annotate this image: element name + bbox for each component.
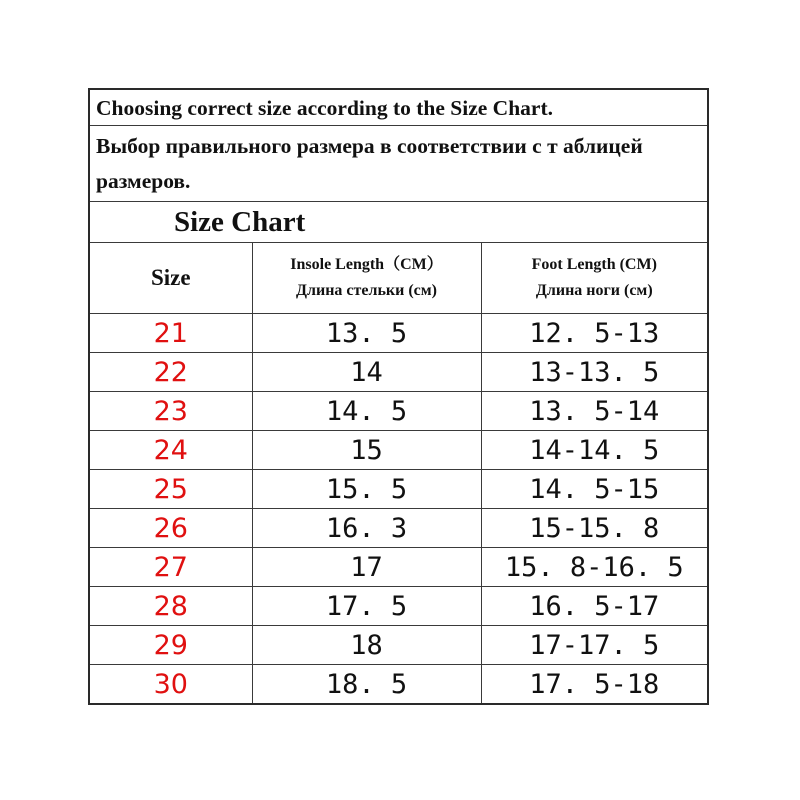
- insole-cell: 17: [252, 548, 481, 587]
- foot-cell: 16. 5-17: [481, 587, 707, 626]
- foot-cell: 17-17. 5: [481, 626, 707, 665]
- intro-english: Choosing correct size according to the Size Chart.: [90, 90, 707, 126]
- size-cell: 30: [90, 665, 252, 704]
- size-cell: 26: [90, 509, 252, 548]
- insole-cell: 15: [252, 431, 481, 470]
- size-rows: [90, 314, 707, 704]
- foot-cell: 14. 5-15: [481, 470, 707, 509]
- table-row: [90, 665, 707, 704]
- table-row: [90, 626, 707, 665]
- foot-cell: 17. 5-18: [529, 668, 660, 700]
- foot-cell: 13. 5-14: [481, 392, 707, 431]
- insole-column-header: [252, 243, 481, 314]
- size-cell: 24: [90, 431, 252, 470]
- size-column-header: Size: [90, 243, 252, 314]
- insole-cell: 18: [252, 626, 481, 665]
- intro-russian: Выбор правильного размера в соответствии с т аблицей размеров.: [90, 126, 707, 202]
- table-row: [90, 587, 707, 626]
- table-row: [90, 314, 707, 353]
- size-cell: 27: [90, 548, 252, 587]
- size-cell: 29: [90, 626, 252, 665]
- insole-header-russian: Длина стельки (см): [295, 282, 437, 299]
- foot-column-header: [481, 243, 707, 314]
- size-chart: [88, 88, 709, 705]
- insole-cell: 14. 5: [252, 392, 481, 431]
- insole-cell: 18. 5: [252, 665, 481, 704]
- table-row: [90, 431, 707, 470]
- foot-header-english: Foot Length (CM): [531, 256, 657, 273]
- foot-cell: 12. 5-13: [481, 314, 707, 353]
- foot-cell: 15-15. 8: [481, 509, 707, 548]
- size-cell: 28: [90, 587, 252, 626]
- size-table: [90, 243, 707, 703]
- insole-cell: 15. 5: [252, 470, 481, 509]
- table-header-row: [90, 243, 707, 314]
- table-row: [90, 470, 707, 509]
- size-cell: 23: [90, 392, 252, 431]
- foot-header-russian: Длина ноги (см): [535, 282, 653, 299]
- size-cell: 22: [90, 353, 252, 392]
- insole-cell: 17. 5: [252, 587, 481, 626]
- insole-cell: 16. 3: [252, 509, 481, 548]
- table-row: [90, 353, 707, 392]
- insole-cell: 13. 5: [252, 314, 481, 353]
- table-row: [90, 392, 707, 431]
- foot-cell: 14-14. 5: [481, 431, 707, 470]
- size-cell: 21: [90, 314, 252, 353]
- chart-title: Size Chart: [90, 202, 707, 243]
- table-row: [90, 548, 707, 587]
- foot-cell: 13-13. 5: [481, 353, 707, 392]
- insole-header-english: Insole Length（CM）: [290, 256, 443, 273]
- table-row: [90, 509, 707, 548]
- foot-cell: 15. 8-16. 5: [481, 548, 707, 587]
- insole-cell: 14: [252, 353, 481, 392]
- size-cell: 25: [90, 470, 252, 509]
